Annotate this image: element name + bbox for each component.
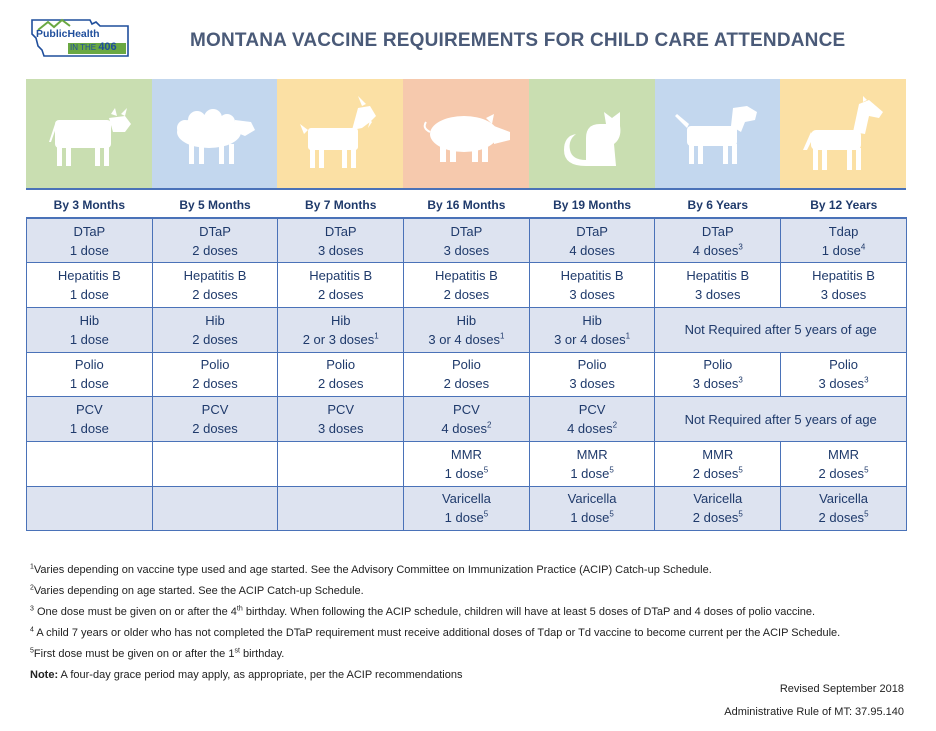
footnote-ref: 3 <box>864 376 869 386</box>
page-title: MONTANA VACCINE REQUIREMENTS FOR CHILD CARE ATTENDANCE <box>190 30 846 51</box>
dose-count: 4 doses$^2$ <box>567 420 618 437</box>
vaccine-name: Hib <box>79 312 100 328</box>
vaccine-name: Hepatitis B <box>686 268 750 284</box>
vaccine-cell <box>529 397 655 442</box>
vaccine-cell <box>278 486 404 531</box>
dose-count: 2 doses$^5$ <box>692 465 743 481</box>
table-row <box>27 218 907 263</box>
footnote-ref: 5 <box>483 465 489 475</box>
vaccine-name: Polio <box>200 357 230 373</box>
vaccine-cell <box>529 352 655 397</box>
goat-icon <box>290 94 390 174</box>
vaccine-name: PCV <box>578 402 606 418</box>
footnote-ref: 1 <box>625 331 631 341</box>
vaccine-cell <box>152 352 278 397</box>
vaccine-cell <box>781 218 907 263</box>
footnote-ref: 1 <box>499 331 505 341</box>
dose-count: 3 doses <box>443 242 490 258</box>
vaccine-cell <box>781 263 907 308</box>
vaccine-cell <box>27 263 153 308</box>
vaccine-name: MMR <box>702 446 734 462</box>
dose-count: 2 doses <box>192 287 238 303</box>
footnote-ref: 2 <box>486 420 492 430</box>
vaccine-cell <box>278 307 404 352</box>
vaccine-cell <box>152 218 278 263</box>
vaccine-cell <box>278 352 404 397</box>
vaccine-cell <box>278 441 404 486</box>
dose-count: 4 doses$^3$ <box>692 242 743 258</box>
column-header: By 19 Months <box>529 192 655 218</box>
dose-count: 3 or 4 doses$^1$ <box>428 331 505 347</box>
not-required-cell: Not Required after 5 years of age <box>655 397 906 442</box>
vaccine-name: Hepatitis B <box>183 268 247 284</box>
dose-count: 2 doses <box>443 287 490 303</box>
vaccine-cell <box>781 486 907 531</box>
vaccine-cell <box>529 263 655 308</box>
dose-count: 2 doses <box>192 421 238 437</box>
pig-icon <box>416 94 516 174</box>
vaccine-name: Tdap <box>828 223 859 239</box>
dose-count: 3 doses$^3$ <box>692 376 743 392</box>
vaccine-name: Varicella <box>693 491 743 507</box>
dose-count: 2 doses$^5$ <box>818 510 869 526</box>
banner-cell-horse <box>780 79 906 188</box>
vaccine-name: Varicella <box>441 491 491 507</box>
footnote-ref: 5 <box>483 510 489 520</box>
grace-period-note: Note: A four-day grace period may apply, as appropriate, per the ACIP recommendations <box>30 669 463 681</box>
vaccine-name: Hepatitis B <box>57 268 121 284</box>
vaccine-cell <box>27 218 153 263</box>
table-row <box>27 352 907 397</box>
vaccine-cell <box>655 263 781 308</box>
vaccine-name: PCV <box>453 402 480 418</box>
horse-icon <box>793 94 893 174</box>
vaccine-name: Polio <box>829 357 858 373</box>
vaccine-name: Hib <box>205 312 225 328</box>
vaccine-cell <box>27 307 153 352</box>
vaccine-cell <box>529 441 655 486</box>
table-row <box>27 486 907 531</box>
dose-count: 2 doses <box>192 242 238 258</box>
vaccine-name: PCV <box>327 402 355 418</box>
column-header: By 16 Months <box>404 192 530 218</box>
administrative-rule: Administrative Rule of MT: 37.95.140 <box>724 706 904 718</box>
banner-cell-pig <box>403 79 529 188</box>
footnote-ref: 5 <box>864 465 869 475</box>
vaccine-name: DTaP <box>73 223 106 239</box>
footnote-ref: 5 <box>738 465 743 475</box>
vaccine-cell <box>27 441 153 486</box>
vaccine-name: Hib <box>582 312 602 328</box>
footnote: $^2$Varies depending on age started. See the ACIP Catch-up Schedule. <box>30 584 364 597</box>
table-row <box>27 263 907 308</box>
vaccine-cell <box>278 218 404 263</box>
vaccine-cell <box>27 352 153 397</box>
vaccine-name: Varicella <box>819 491 868 507</box>
footnote-ref: 3 <box>738 242 743 252</box>
column-header: By 5 Months <box>152 192 278 218</box>
footnote: $^3$ One dose must be given on or after the 4th birthday. When following the ACIP schedule, children will have at least 5 doses of DTaP and 4 doses of polio vaccine. <box>30 605 816 618</box>
dose-count: 1 dose$^5$ <box>444 510 489 526</box>
column-header: By 7 Months <box>278 192 404 218</box>
vaccine-cell <box>655 441 781 486</box>
vaccine-name: Hepatitis B <box>812 268 875 284</box>
vaccine-name: MMR <box>576 446 608 462</box>
footnote-ref: 5 <box>609 510 614 520</box>
vaccine-cell <box>781 441 907 486</box>
dose-count: 1 dose$^5$ <box>570 465 614 481</box>
dose-count: 2 or 3 doses$^1$ <box>302 331 379 347</box>
dog-icon <box>667 94 767 174</box>
vaccine-cell <box>529 307 655 352</box>
footnote: $^5$First dose must be given on or after the 1st birthday. <box>30 647 285 660</box>
vaccine-cell <box>781 352 907 397</box>
footnote: $^1$Varies depending on vaccine type used and age started. See the Advisory Committee on Immunization Practice (ACIP) Catch-up Schedule. <box>30 563 712 576</box>
vaccine-cell <box>655 486 781 531</box>
vaccine-name: Polio <box>703 357 733 373</box>
dose-count: 1 dose$^4$ <box>821 242 866 258</box>
vaccine-name: PCV <box>75 402 103 418</box>
dose-count: 2 doses <box>192 376 238 392</box>
footnotes <box>30 562 910 688</box>
dose-count: 2 doses$^5$ <box>692 510 743 526</box>
vaccine-cell <box>404 441 530 486</box>
vaccine-name: Varicella <box>567 491 617 507</box>
footnote-ref: 5 <box>738 510 743 520</box>
vaccine-cell <box>152 263 278 308</box>
vaccine-cell <box>152 486 278 531</box>
vaccine-name: DTaP <box>324 223 357 239</box>
dose-count: 2 doses <box>317 287 364 303</box>
vaccine-cell <box>404 486 530 531</box>
dose-count: 3 doses <box>820 287 867 303</box>
dose-count: 3 doses <box>317 421 364 437</box>
logo-line2: IN THE 406 <box>70 41 117 53</box>
vaccine-cell <box>655 352 781 397</box>
vaccine-name: DTaP <box>450 223 483 239</box>
banner-cell-cow <box>26 79 152 188</box>
vaccine-name: PCV <box>201 402 229 418</box>
table-row <box>27 397 907 442</box>
vaccine-cell <box>278 397 404 442</box>
column-header: By 12 Years <box>781 192 907 218</box>
vaccine-cell <box>404 218 530 263</box>
vaccine-name: MMR <box>828 446 860 462</box>
dose-count: 1 dose <box>69 421 109 437</box>
dose-count: 4 doses <box>569 242 615 258</box>
dose-count: 3 doses <box>695 287 741 303</box>
vaccine-name: Polio <box>326 357 356 373</box>
vaccine-name: DTaP <box>576 223 608 239</box>
vaccine-cell <box>529 486 655 531</box>
vaccine-cell <box>27 486 153 531</box>
table-row <box>27 307 907 352</box>
dose-count: 2 doses <box>192 331 238 347</box>
cow-icon <box>39 94 139 174</box>
vaccine-name: Hepatitis B <box>434 268 498 284</box>
dose-count: 2 doses <box>443 376 490 392</box>
footnote: $^4$ A child 7 years or older who has not completed the DTaP requirement must receive additional doses of Tdap or Td vaccine to become current per the ACIP Schedule. <box>30 626 841 639</box>
footnote-ref: 4 <box>860 242 866 252</box>
dose-count: 3 doses$^3$ <box>818 376 869 392</box>
vaccine-name: Hib <box>330 312 351 328</box>
dose-count: 3 doses <box>317 242 364 258</box>
dose-count: 2 doses$^5$ <box>818 465 869 481</box>
sheep-icon <box>165 94 265 174</box>
vaccine-name: MMR <box>450 446 482 462</box>
banner-cell-goat <box>277 79 403 188</box>
footnote-ref: 2 <box>612 420 618 430</box>
revised-date: Revised September 2018 <box>779 683 904 695</box>
vaccine-name: DTaP <box>199 223 231 239</box>
vaccine-name: Polio <box>451 357 481 373</box>
vaccine-cell <box>27 397 153 442</box>
dose-count: 3 doses <box>569 376 615 392</box>
vaccine-name: DTaP <box>701 223 734 239</box>
banner-cell-cat <box>529 79 655 188</box>
vaccine-cell <box>152 397 278 442</box>
vaccine-cell <box>404 263 530 308</box>
vaccine-name: Hepatitis B <box>309 268 373 284</box>
footnote-ref: 3 <box>738 376 743 386</box>
dose-count: 1 dose <box>69 242 109 258</box>
vaccine-cell <box>404 397 530 442</box>
footnote-ref: 1 <box>374 331 379 341</box>
vaccine-name: Hib <box>456 312 477 328</box>
footnote-ref: 5 <box>864 510 869 520</box>
dose-count: 3 doses <box>569 287 615 303</box>
column-header: By 6 Years <box>655 192 781 218</box>
table-header-row <box>27 192 907 218</box>
column-header: By 3 Months <box>27 192 153 218</box>
vaccine-cell <box>404 352 530 397</box>
dose-count: 1 dose <box>69 331 109 347</box>
dose-count: 1 dose$^5$ <box>444 465 489 481</box>
vaccine-cell <box>152 307 278 352</box>
animal-banner <box>26 79 906 190</box>
table-row <box>27 441 907 486</box>
dose-count: 1 dose <box>69 376 109 392</box>
footnote-ref: 5 <box>609 465 614 475</box>
vaccine-cell <box>529 218 655 263</box>
dose-count: 1 dose <box>69 287 109 303</box>
dose-count: 1 dose$^5$ <box>570 510 614 526</box>
logo-line1: PublicHealth <box>36 28 100 40</box>
vaccine-name: Hepatitis B <box>560 268 624 284</box>
vaccine-cell <box>404 307 530 352</box>
vaccine-name: Polio <box>74 357 104 373</box>
vaccine-requirements-table <box>26 192 907 531</box>
banner-cell-dog <box>655 79 781 188</box>
vaccine-cell <box>655 218 781 263</box>
dose-count: 4 doses$^2$ <box>441 420 492 437</box>
not-required-cell: Not Required after 5 years of age <box>655 307 906 352</box>
vaccine-cell <box>278 263 404 308</box>
vaccine-cell <box>152 441 278 486</box>
vaccine-name: Polio <box>577 357 607 373</box>
dose-count: 3 or 4 doses$^1$ <box>554 331 631 347</box>
cat-icon <box>542 94 642 174</box>
banner-cell-sheep <box>152 79 278 188</box>
dose-count: 2 doses <box>317 376 364 392</box>
public-health-logo <box>30 16 130 58</box>
